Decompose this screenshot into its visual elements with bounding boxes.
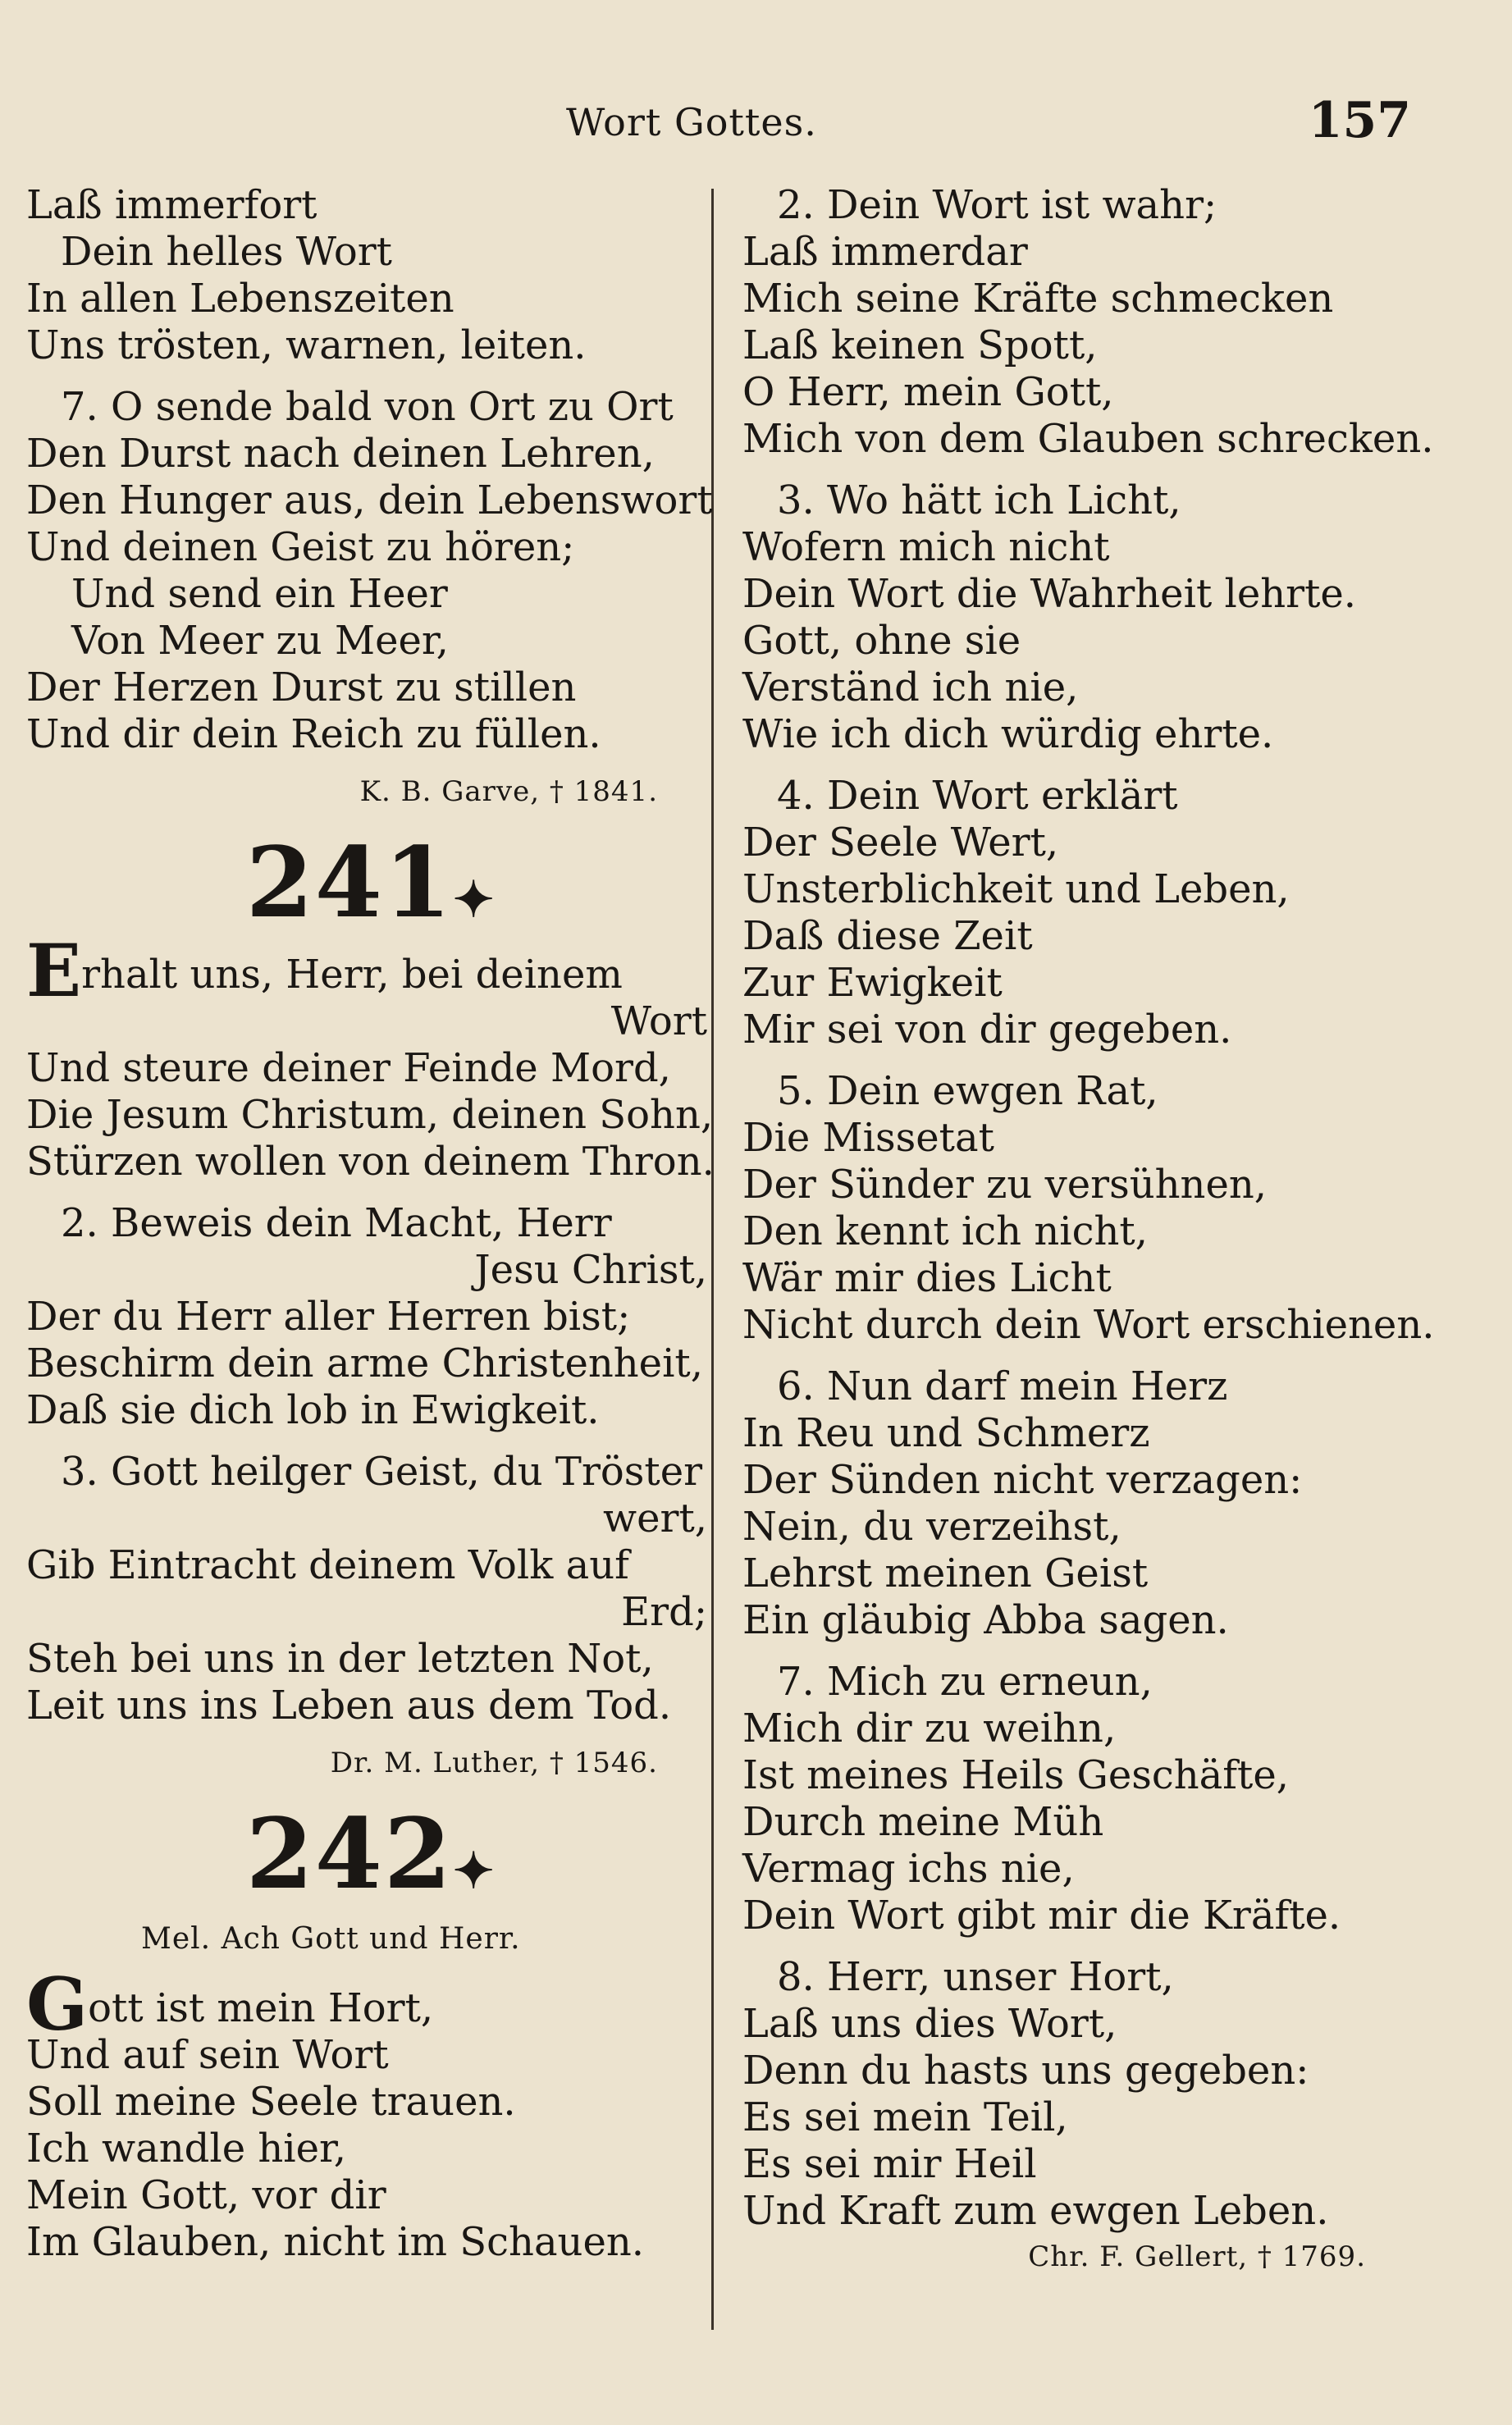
- hymn-number-241: 241✦: [245, 825, 496, 939]
- verse-line: Lehrst meinen Geist: [742, 1550, 1149, 1596]
- verse-line: 5. Dein ewgen Rat,: [777, 1068, 1158, 1114]
- verse-line: Wofern mich nicht: [742, 524, 1110, 570]
- left-column: [26, 182, 715, 2281]
- verse-line: Der Sünder zu versühnen,: [742, 1162, 1268, 1208]
- running-title: Wort Gottes.: [566, 100, 817, 144]
- verse-line: Es sei mir Heil: [742, 2141, 1037, 2187]
- verse-line: Mich von dem Glauben schrecken.: [742, 416, 1434, 462]
- hymn-number-242: 242✦: [245, 1797, 496, 1911]
- verse-line: Dein Wort gibt mir die Kräfte.: [742, 1893, 1341, 1939]
- verse-line: Laß immerfort: [26, 182, 317, 228]
- verse-line: Im Glauben, nicht im Schauen.: [26, 2219, 645, 2265]
- verse-line: Der Sünden nicht verzagen:: [742, 1457, 1303, 1503]
- verse-line: Von Meer zu Meer,: [71, 618, 449, 664]
- right-column: [742, 182, 1435, 2286]
- verse-line: Ein gläubig Abba sagen.: [742, 1597, 1229, 1643]
- verse-line: Mir sei von dir gegeben.: [742, 1007, 1232, 1053]
- verse-line: O Herr, mein Gott,: [742, 369, 1114, 415]
- continued-stanza: [26, 182, 715, 369]
- verse-line: Steh bei uns in der letzten Not,: [26, 1636, 654, 1682]
- stanza-2: [742, 182, 1434, 463]
- verse-line: Wie ich dich würdig ehrte.: [742, 711, 1274, 757]
- verse-line: Mein Gott, vor dir: [26, 2172, 386, 2218]
- verse-line: Mich dir zu weihn,: [742, 1706, 1117, 1751]
- verse-line: Den kennt ich nicht,: [742, 1208, 1148, 1254]
- stanza-3: [742, 477, 1423, 758]
- verse-line: 2. Beweis dein Macht, Herr: [61, 1200, 612, 1246]
- verse-line: Ist meines Heils Geschäfte,: [742, 1752, 1289, 1798]
- verse-line: Laß keinen Spott,: [742, 322, 1098, 368]
- author-attribution: Chr. F. Gellert, † 1769.: [1028, 2240, 1366, 2273]
- verse-line: Stürzen wollen von deinem Thron.: [26, 1139, 715, 1185]
- stanza-4: [742, 773, 1423, 1053]
- page-number: 157: [1308, 92, 1411, 149]
- drop-cap: G: [26, 1961, 89, 2047]
- verse-line: 8. Herr, unser Hort,: [777, 1954, 1174, 2000]
- stanza-5: [742, 1068, 1435, 1349]
- verse-line: Zur Ewigkeit: [742, 960, 1003, 1006]
- verse-line: Beschirm dein arme Christenheit,: [26, 1340, 703, 1386]
- verse-line: Daß diese Zeit: [742, 913, 1033, 959]
- verse-line: Wär mir dies Licht: [742, 1255, 1112, 1301]
- hymn-241-stanza-3: [26, 1449, 715, 1729]
- author-attribution: Dr. M. Luther, † 1546.: [330, 1747, 658, 1779]
- verse-line: In allen Lebenszeiten: [26, 276, 455, 322]
- verse-line: Den Hunger aus, dein Lebenswort: [26, 477, 713, 523]
- verse-line: rhalt uns, Herr, bei deinem: [81, 952, 623, 998]
- verse-line: Nicht durch dein Wort erschienen.: [742, 1302, 1435, 1348]
- verse-line: Gib Eintracht deinem Volk auf: [26, 1542, 629, 1588]
- hymn-242-stanza-1: [26, 1961, 715, 2266]
- page-header: [566, 92, 1411, 158]
- verse-line: Wort: [610, 998, 707, 1044]
- hymn-number-text: 241: [245, 825, 454, 939]
- verse-line: 2. Dein Wort ist wahr;: [777, 182, 1217, 228]
- verse-line: Und dir dein Reich zu füllen.: [26, 711, 601, 757]
- hymn-number-text: 242: [245, 1797, 454, 1911]
- verse-line: Leit uns ins Leben aus dem Tod.: [26, 1683, 672, 1729]
- author-attribution: K. B. Garve, † 1841.: [359, 775, 658, 808]
- verse-line: Mich seine Kräfte schmecken: [742, 276, 1334, 322]
- verse-line: Die Missetat: [742, 1115, 994, 1161]
- verse-line: Und deinen Geist zu hören;: [26, 524, 575, 570]
- verse-line: wert,: [603, 1496, 707, 1541]
- verse-line: Laß immerdar: [742, 229, 1028, 275]
- verse-line: 4. Dein Wort erklärt: [777, 773, 1178, 819]
- verse-line: Denn du hasts uns gegeben:: [742, 2048, 1309, 2094]
- verse-line: 6. Nun darf mein Herz: [777, 1363, 1228, 1409]
- verse-line: Und send ein Heer: [71, 571, 448, 617]
- verse-line: Und Kraft zum ewgen Leben.: [742, 2188, 1329, 2234]
- verse-line: 7. Mich zu erneun,: [777, 1659, 1153, 1705]
- verse-line: 7. O sende bald von Ort zu Ort: [61, 384, 674, 430]
- hymn-241-stanza-1: [26, 928, 715, 1185]
- drop-cap: E: [26, 928, 82, 1013]
- verse-line: Dein Wort die Wahrheit lehrte.: [742, 571, 1357, 617]
- verse-line: Der Seele Wert,: [742, 820, 1059, 865]
- verse-line: Durch meine Müh: [742, 1799, 1104, 1845]
- verse-line: Unsterblichkeit und Leben,: [742, 866, 1290, 912]
- verse-line: Nein, du verzeihst,: [742, 1504, 1121, 1550]
- verse-line: Und steure deiner Feinde Mord,: [26, 1045, 671, 1091]
- stanza-7: [26, 384, 715, 758]
- verse-line: Daß sie dich lob in Ewigkeit.: [26, 1387, 600, 1433]
- verse-line: Jesu Christ,: [474, 1247, 707, 1293]
- verse-line: Vermag ichs nie,: [742, 1846, 1075, 1892]
- stanza-7: [742, 1659, 1423, 1939]
- verse-line: In Reu und Schmerz: [742, 1410, 1150, 1456]
- melody-note: Mel. Ach Gott und Herr.: [141, 1922, 521, 1956]
- verse-line: Soll meine Seele trauen.: [26, 2079, 516, 2125]
- verse-line: Uns trösten, warnen, leiten.: [26, 322, 587, 368]
- verse-line: Der Herzen Durst zu stillen: [26, 664, 577, 710]
- verse-line: Und auf sein Wort: [26, 2032, 389, 2078]
- verse-line: Gott, ohne sie: [742, 618, 1021, 664]
- verse-line: 3. Gott heilger Geist, du Tröster: [61, 1449, 703, 1495]
- verse-line: Laß uns dies Wort,: [742, 2001, 1117, 2047]
- verse-line: Den Durst nach deinen Lehren,: [26, 431, 655, 477]
- verse-line: Dein helles Wort: [61, 229, 392, 275]
- verse-line: Die Jesum Christum, deinen Sohn,: [26, 1092, 714, 1138]
- verse-line: Der du Herr aller Herren bist;: [26, 1294, 631, 1340]
- verse-line: Verständ ich nie,: [742, 664, 1079, 710]
- hymn-241-stanza-2: [26, 1200, 715, 1434]
- stanza-8: [742, 1954, 1423, 2235]
- verse-line: Erd;: [621, 1589, 707, 1635]
- verse-line: Es sei mein Teil,: [742, 2094, 1068, 2140]
- verse-line: 3. Wo hätt ich Licht,: [777, 477, 1181, 523]
- stanza-6: [742, 1363, 1423, 1644]
- verse-line: ott ist mein Hort,: [88, 1985, 434, 2031]
- verse-line: Ich wandle hier,: [26, 2126, 346, 2172]
